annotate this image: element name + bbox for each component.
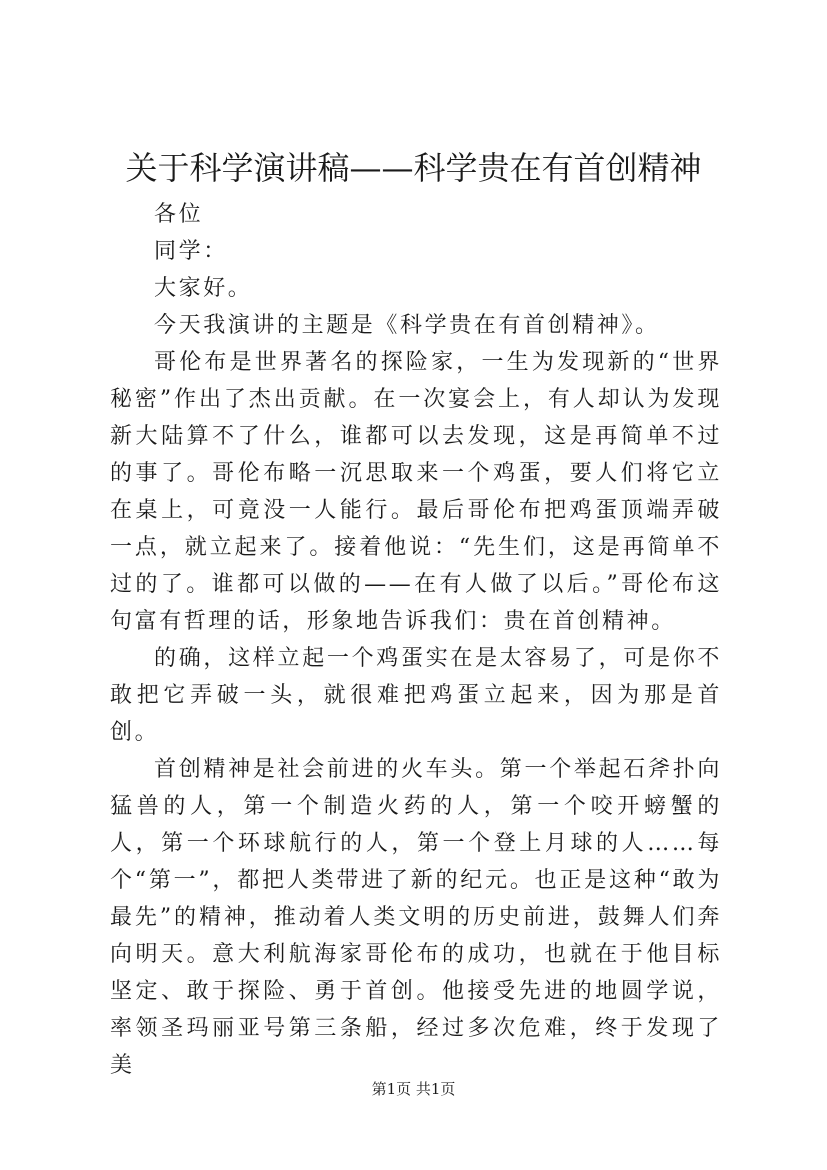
paragraph-topic: 今天我演讲的主题是《科学贵在有首创精神》。: [154, 313, 660, 338]
page-footer: 第1页 共1页: [371, 1080, 456, 1098]
paragraph-salutation-2: 同学：: [154, 239, 228, 264]
paragraph-greeting: 大家好。: [154, 276, 253, 301]
paragraph-salutation-1: 各位: [154, 202, 204, 227]
document-body: [110, 196, 722, 1084]
paragraph-columbus-story: 哥伦布是世界著名的探险家，一生为发现新的“世界秘密”作出了杰出贡献。在一次宴会上，有人却认为发现新大陆算不了什么，谁都可以去发现，这是再简单不过的事了。哥伦布略一沉思取来一个鸡蛋，要人们将它立在桌上，可竟没一人能行。最后哥伦布把鸡蛋顶端弄破一点，就立起来了。接着他说：“先生们，这是再简单不过的了。谁都可以做的——在有人做了以后。”哥伦布这句富有哲理的话，形象地告诉我们：贵在首创精神。: [110, 350, 722, 634]
paragraph-egg-explanation: 的确，这样立起一个鸡蛋实在是太容易了，可是你不敢把它弄破一头，就很难把鸡蛋立起来，因为那是首创。: [110, 646, 722, 745]
paragraph-pioneering-spirit: 首创精神是社会前进的火车头。第一个举起石斧扑向猛兽的人，第一个制造火药的人，第一个咬开螃蟹的人，第一个环球航行的人，第一个登上月球的人……每个“第一”，都把人类带进了新的纪元。也正是这种“敢为最先”的精神，推动着人类文明的历史前进，鼓舞人们奔向明天。意大利航海家哥伦布的成功，也就在于他目标坚定、敢于探险、勇于首创。他接受先进的地圆学说，率领圣玛丽亚号第三条船，经过多次危难，终于发现了美: [110, 757, 722, 1078]
document-title: 关于科学演讲稿——科学贵在有首创精神: [125, 149, 702, 187]
